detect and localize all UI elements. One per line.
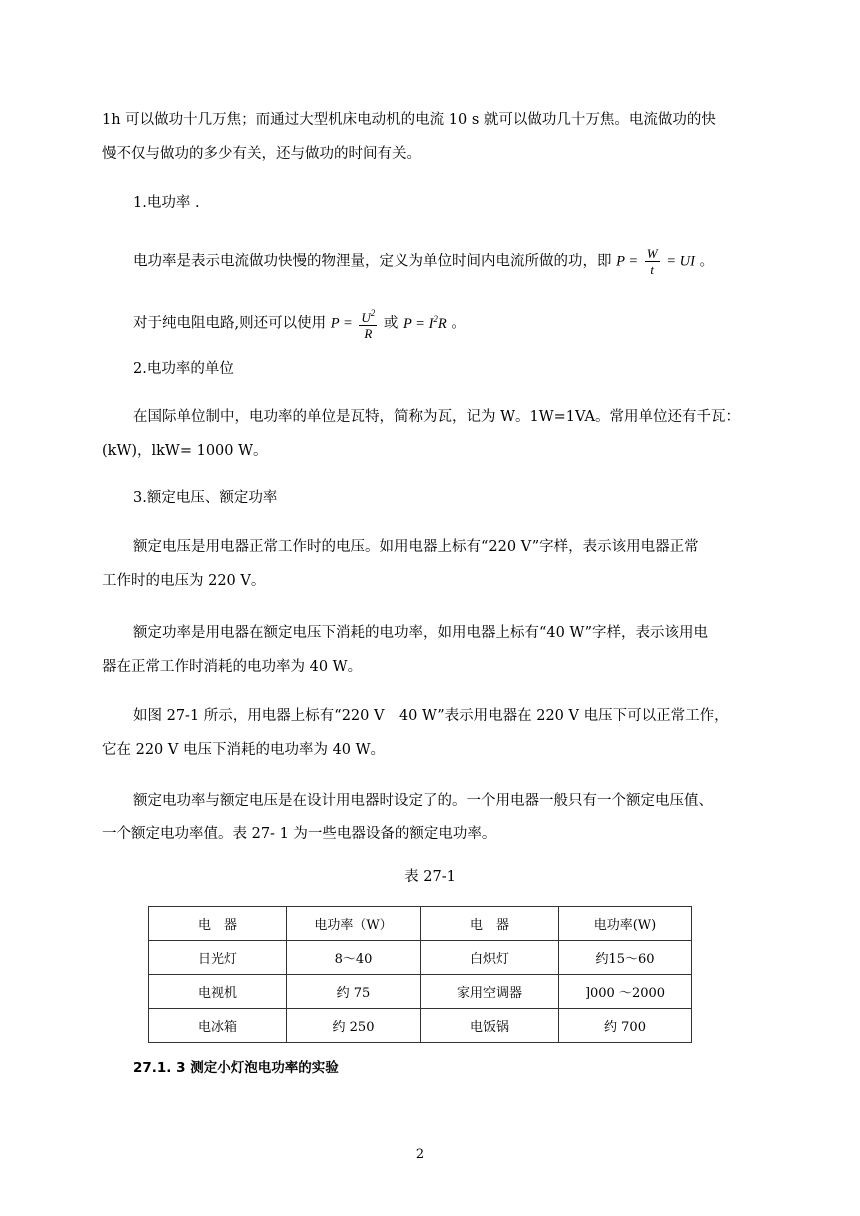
paragraph-line: 一个额定电功率值。表 27- 1 为一些电器设备的额定电功率。	[102, 826, 497, 842]
table-cell: 家用空调器	[421, 975, 559, 1009]
formula-2: $P = I^2R$	[402, 313, 447, 332]
table-row	[149, 941, 692, 975]
table-row	[149, 975, 692, 1009]
table-header-cell: 电 器	[149, 907, 287, 941]
paragraph-line: 它在 220 V 电压下消耗的电功率为 40 W。	[102, 742, 386, 758]
table-header-cell: 电功率（W）	[287, 907, 421, 941]
formula-lhs: P =	[330, 315, 353, 332]
fraction-denominator: t	[650, 262, 654, 277]
paragraph-line: 额定功率是用电器在额定电压下消耗的电功率，如用电器上标有“40 W”字样，表示该用电	[133, 625, 709, 641]
paragraph-line: 1h 可以做功十几万焦；而通过大型机床电动机的电流 10 s 就可以做功几十万焦。电流做功的快	[102, 112, 716, 128]
fraction-numerator: $U^2$	[361, 308, 376, 325]
table-header-row	[149, 907, 692, 941]
definition-text: 电功率是表示电流做功快慢的物浬量，定义为单位时间内电流所做的功，即	[133, 253, 612, 270]
table-cell: 电视机	[149, 975, 287, 1009]
pure-resistance-end: 。	[451, 315, 466, 332]
formula-rhs: = UI	[666, 253, 695, 270]
formula-fraction	[359, 306, 377, 341]
table-cell: 日光灯	[149, 941, 287, 975]
table-cell: ]000 ～2000	[559, 975, 692, 1009]
table-caption: 表 27-1	[404, 869, 456, 885]
definition-end: 。	[699, 253, 715, 270]
paragraph-line: 工作时的电压为 220 V。	[102, 573, 266, 589]
section-title-3: 3.额定电压、额定功率	[133, 490, 278, 506]
table-cell: 8～40	[287, 941, 421, 975]
section-heading: 27.1. 3 测定小灯泡电功率的实验	[133, 1060, 339, 1076]
fraction-numerator: W	[646, 246, 658, 261]
pure-resistance-line	[133, 306, 466, 341]
table-cell: 约 250	[287, 1009, 421, 1043]
table-cell: 约 700	[559, 1009, 692, 1043]
section-title-1: 1.电功率 .	[133, 195, 200, 211]
paragraph-line: 额定电功率与额定电压是在设计用电器时设定了的。一个用电器一般只有一个额定电压值、	[133, 793, 713, 809]
formula-lhs: P =	[616, 253, 639, 270]
table-cell: 白炽灯	[421, 941, 559, 975]
paragraph-line: (kW)，lkW= 1000 W。	[102, 443, 268, 459]
paragraph-line: 在国际单位制中，电功率的单位是瓦特，简称为瓦，记为 W。1W=1VA。常用单位还有千瓦：	[133, 409, 740, 425]
paragraph-line: 额定电压是用电器正常工作时的电压。如用电器上标有“220 V”字样，表示该用电器正常	[133, 539, 699, 555]
table-cell: 电冰箱	[149, 1009, 287, 1043]
fraction-denominator: R	[364, 326, 373, 341]
table-cell: 电饭锅	[421, 1009, 559, 1043]
paragraph-line: 器在正常工作时消耗的电功率为 40 W。	[102, 659, 363, 675]
pure-resistance-text: 对于纯电阻电路,则还可以使用	[133, 315, 327, 332]
paragraph-line: 慢不仅与做功的多少有关，还与做功的时间有关。	[102, 146, 421, 162]
formula-fraction	[645, 246, 660, 277]
or-word: 或	[383, 315, 399, 332]
table-cell: 约 75	[287, 975, 421, 1009]
table-header-cell: 电 器	[421, 907, 559, 941]
table-cell: 约15～60	[559, 941, 692, 975]
table-row	[149, 1009, 692, 1043]
definition-line	[133, 246, 714, 277]
paragraph-line: 如图 27-1 所示，用电器上标有“220 V 40 W”表示用电器在 220 V 电压下可以正常工作，	[133, 708, 729, 724]
page-number: 2	[415, 1147, 425, 1162]
power-rating-table	[148, 906, 692, 1043]
section-title-2: 2.电功率的单位	[133, 361, 234, 377]
table-header-cell: 电功率(W)	[559, 907, 692, 941]
